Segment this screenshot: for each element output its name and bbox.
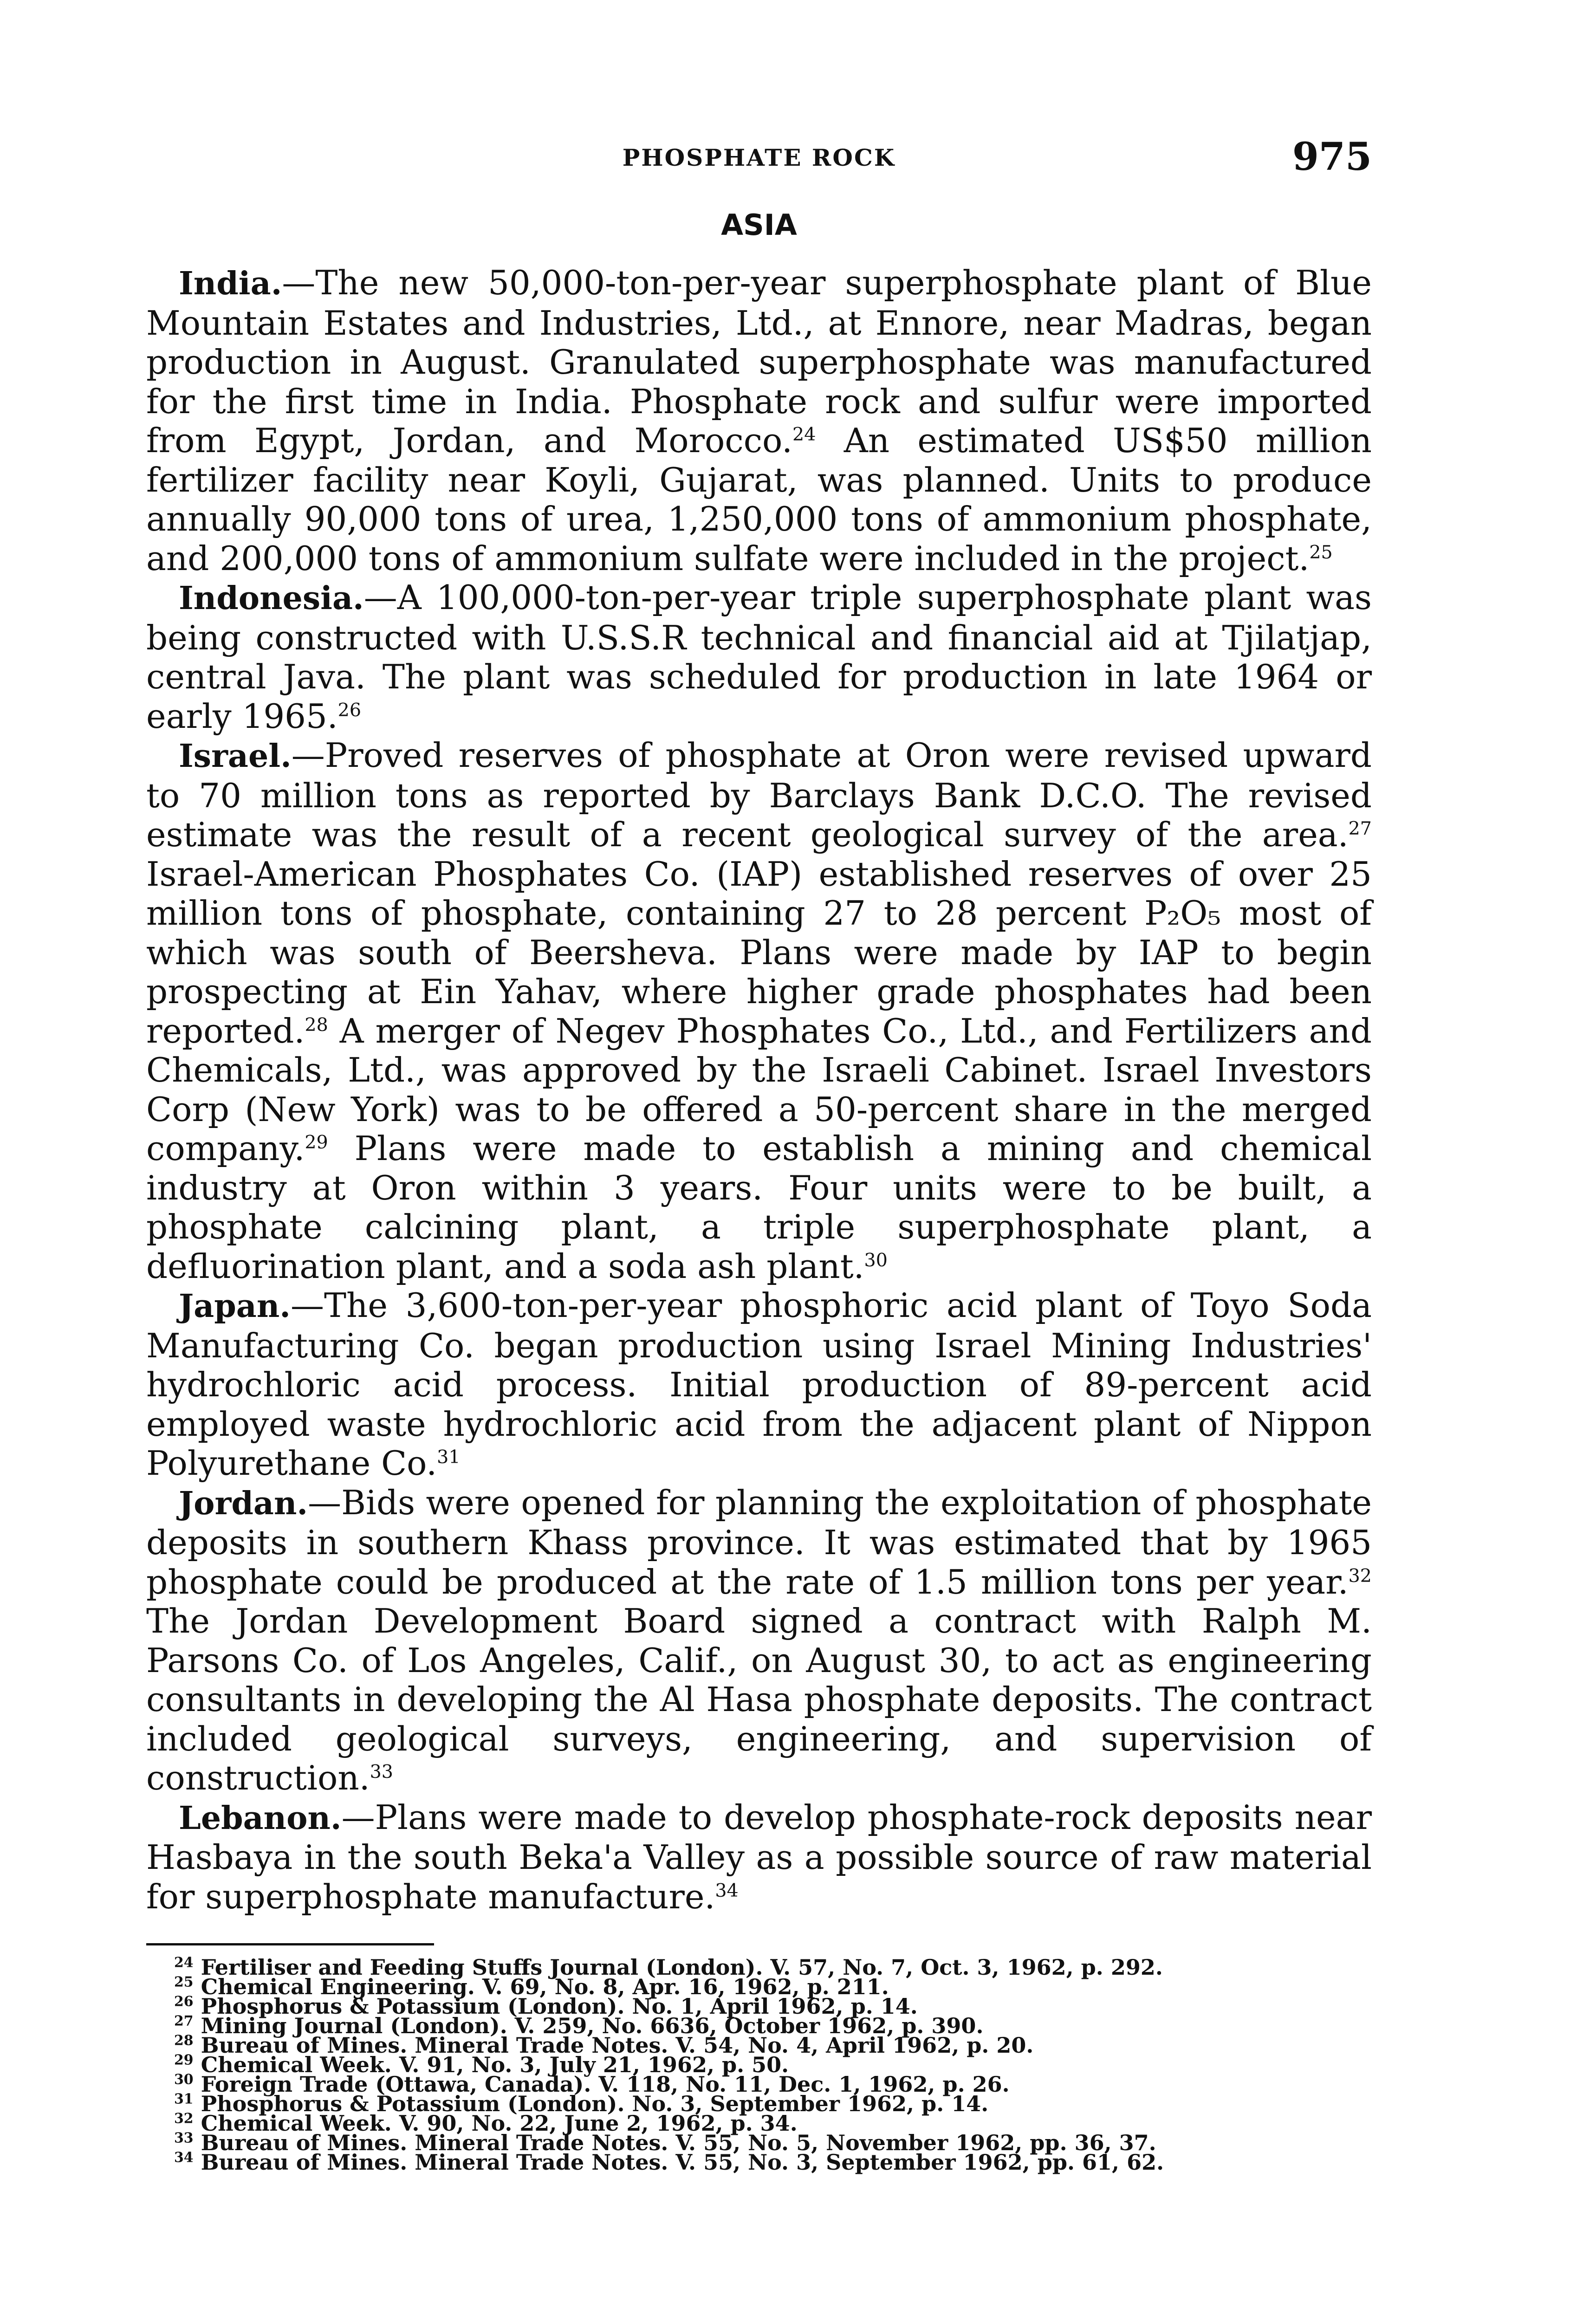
footnote-text: Mining Journal (London). V. 259, No. 6636, October 1962, p. 390. — [201, 2013, 984, 2038]
paragraph — [146, 1483, 1372, 1798]
footnote-reference: 29 — [305, 1132, 328, 1153]
footnote-number: 30 — [174, 2071, 194, 2088]
paragraph-text: —The new 50,000-ton-per-year superphosphate plant of Blue Mountain Estates and Industries, Ltd., at Ennore, near Madras, began production in August. Granulated superphosphate was manufactured for the first time in India. Phosphate rock and sulfur were imported from Egypt, Jordan, and Morocco. — [146, 263, 1372, 460]
country-heading: Japan. — [179, 1288, 291, 1325]
footnote-number: 34 — [174, 2149, 194, 2166]
footnote-reference: 25 — [1309, 541, 1333, 563]
footnote-text: Foreign Trade (Ottawa, Canada). V. 118, No. 11, Dec. 1, 1962, p. 26. — [201, 2072, 1010, 2097]
footnote-number: 32 — [174, 2110, 194, 2127]
paragraph-text: Israel-American Phosphates Co. (IAP) established reserves of over 25 million tons of phosphate, containing 27 to 28 percent P₂O₅ most of which was south of Beersheva. Plans were made by IAP to begin prospecting at Ein Yahav, where higher grade phosphates had been reported. — [146, 854, 1372, 1050]
paragraph-text: An estimated US$50 million fertilizer facility near Koyli, Gujarat, was planned. Units to produce annually 90,000 tons of urea, 1,250,000 tons of ammonium phosphate, and 200,000 tons of ammonium sulfate were included in the project. — [146, 421, 1372, 578]
paragraph-text: Plans were made to establish a mining and chemical industry at Oron within 3 years. Four units were to be built, a phosphate calcining plant, a triple superphosphate plant, a defluorination plant, and a soda ash plant. — [146, 1129, 1372, 1286]
footnote-number: 24 — [174, 1954, 194, 1971]
footnote-reference: 27 — [1348, 818, 1372, 839]
footnote-number: 27 — [174, 2013, 194, 2029]
footnote — [146, 2149, 1372, 2175]
paragraph-text: —The 3,600-ton-per-year phosphoric acid plant of Toyo Soda Manufacturing Co. began production using Israel Mining Industries' hydrochloric acid process. Initial production of 89-percent acid employed waste hydrochloric acid from the adjacent plant of Nippon Polyurethane Co. — [146, 1286, 1372, 1483]
footnote-text: Chemical Week. V. 91, No. 3, July 21, 1962, p. 50. — [201, 2052, 789, 2077]
footnote-text: Fertiliser and Feeding Stuffs Journal (London). V. 57, No. 7, Oct. 3, 1962, p. 292. — [201, 1955, 1163, 1980]
body-text — [146, 263, 1372, 1916]
paragraph — [146, 1286, 1372, 1483]
footnote-reference: 28 — [305, 1014, 328, 1036]
footnote-text: Phosphorus & Potassium (London). No. 3, September 1962, p. 14. — [201, 2091, 989, 2116]
paragraph-text: —A 100,000-ton-per-year triple superphosphate plant was being constructed with U.S.S.R technical and financial aid at Tjilatjap, central Java. The plant was scheduled for production in late 1964 or early 1965. — [146, 578, 1372, 736]
paragraph — [146, 736, 1372, 1286]
page-number: 975 — [1292, 135, 1372, 179]
country-heading: Israel. — [179, 738, 292, 775]
paragraph — [146, 1798, 1372, 1917]
footnote-number: 31 — [174, 2091, 194, 2107]
footnote-number: 26 — [174, 1993, 194, 2010]
paragraph-text: The Jordan Development Board signed a contract with Ralph M. Parsons Co. of Los Angeles, Calif., on August 30, to act as engineering consultants in developing the Al Hasa phosphate deposits. The contract included geological surveys, engineering, and supervision of construction. — [146, 1601, 1372, 1797]
footnote-reference: 31 — [437, 1446, 461, 1468]
footnote-number: 25 — [174, 1974, 194, 1990]
footnote-number: 33 — [174, 2130, 194, 2146]
footnote-reference: 32 — [1348, 1565, 1372, 1587]
paragraph-text: A merger of Negev Phosphates Co., Ltd., and Fertilizers and Chemicals, Ltd., was approved by the Israeli Cabinet. Israel Investors Corp (New York) was to be offered a 50-percent share in the merged company. — [146, 1011, 1372, 1168]
footnote-reference: 34 — [715, 1880, 739, 1901]
paragraph — [146, 263, 1372, 578]
section-heading: ASIA — [721, 208, 797, 242]
paragraph-text: —Bids were opened for planning the exploitation of phosphate deposits in southern Khass province. It was estimated that by 1965 phosphate could be produced at the rate of 1.5 million tons per year. — [146, 1483, 1372, 1601]
footnote-reference: 33 — [370, 1761, 393, 1783]
footnote-text: Phosphorus & Potassium (London). No. 1, April 1962, p. 14. — [201, 1994, 918, 2019]
footnote-text: Bureau of Mines. Mineral Trade Notes. V. 55, No. 3, September 1962, pp. 61, 62. — [201, 2150, 1164, 2175]
footnote-reference: 26 — [337, 699, 362, 721]
footnote-text: Bureau of Mines. Mineral Trade Notes. V. 55, No. 5, November 1962, pp. 36, 37. — [201, 2130, 1156, 2155]
country-heading: India. — [179, 265, 282, 302]
footnote-rule — [146, 1943, 434, 1945]
country-heading: Lebanon. — [179, 1799, 342, 1837]
paragraph-text: —Proved reserves of phosphate at Oron were revised upward to 70 million tons as reported by Barclays Bank D.C.O. The revised estimate was the result of a recent geological survey of the area. — [146, 736, 1372, 854]
paragraph — [146, 578, 1372, 736]
country-heading: Indonesia. — [179, 580, 364, 617]
footnote-text: Chemical Week. V. 90, No. 22, June 2, 1962, p. 34. — [201, 2111, 798, 2136]
footnote-reference: 30 — [864, 1249, 888, 1271]
footnote-text: Chemical Engineering. V. 69, No. 8, Apr. 16, 1962, p. 211. — [201, 1974, 889, 1999]
footnotes — [146, 1954, 1372, 2175]
running-title: PHOSPHATE ROCK — [622, 144, 896, 171]
footnote-text: Bureau of Mines. Mineral Trade Notes. V. 54, No. 4, April 1962, p. 20. — [201, 2033, 1034, 2058]
running-head — [146, 135, 1372, 190]
paragraph-text: —Plans were made to develop phosphate-rock deposits near Hasbaya in the south Beka'a Valley as a possible source of raw material for superphosphate manufacture. — [146, 1797, 1372, 1916]
footnote-number: 28 — [174, 2032, 194, 2049]
footnote-reference: 24 — [792, 424, 816, 445]
document-page — [146, 135, 1372, 2175]
footnote-number: 29 — [174, 2052, 194, 2068]
country-heading: Jordan. — [179, 1485, 308, 1522]
